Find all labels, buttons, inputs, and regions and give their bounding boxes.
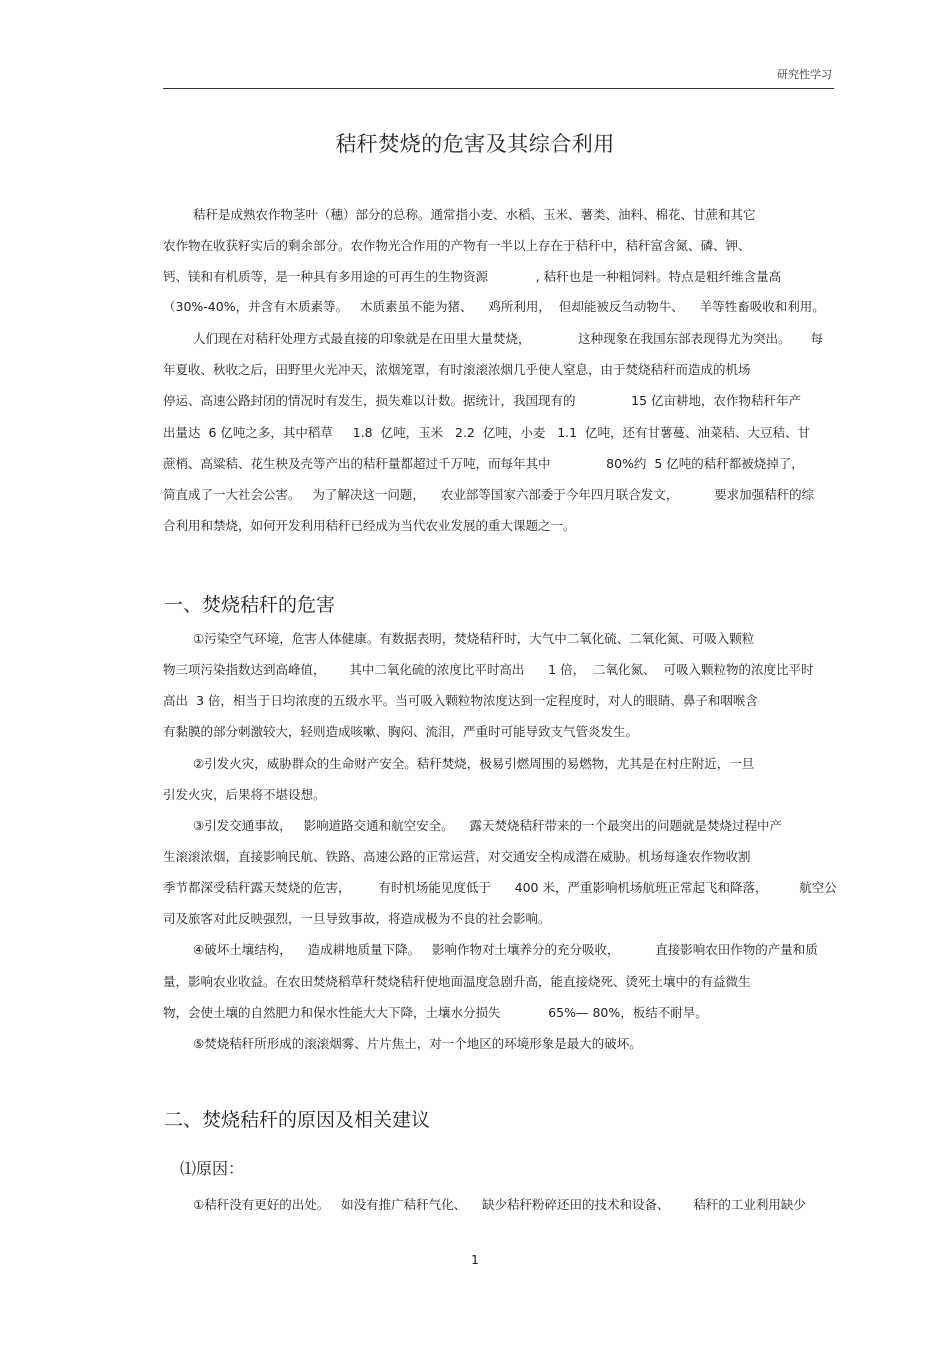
intro-line: 钙、镁和有机质等，是一种具有多用途的可再生的生物资源 , 秸秆也是一种粗饲料。特点是粗纤维含量高 <box>163 269 782 284</box>
section-line: ④破坏土壤结构， 造成耕地质量下降。 影响作物对土壤养分的充分吸收， 直接影响农田作物的产量和质 <box>193 942 818 957</box>
section-line: 季节都深受秸秆露天焚烧的危害， 有时机场能见度低于 400 米，严重影响机场航班正常起飞和降落， 航空公 <box>163 880 837 895</box>
section-line: 有黏膜的部分刺激较大，轻则造成咳嗽、胸闷、流泪，严重时可能导致支气管炎发生。 <box>163 724 639 739</box>
section-line: ②引发火灾，威胁群众的生命财产安全。秸秆焚烧，极易引燃周围的易燃物，尤其是在村庄附近，一旦 <box>193 756 755 771</box>
intro-line: 停运、高速公路封闭的情况时有发生，损失难以计数。据统计，我国现有的 15 亿亩耕地，农作物秸秆年产 <box>163 393 802 408</box>
section-line: ①秸秆没有更好的出处。 如没有推广秸秆气化、 缺少秸秆粉碎还田的技术和设备、 秸秆的工业利用缺少 <box>193 1197 806 1212</box>
intro-line: 合利用和禁烧，如何开发利用秸秆已经成为当代农业发展的重大课题之一。 <box>163 518 576 533</box>
section-line: 司及旅客对此反映强烈，一旦导致事故，将造成极为不良的社会影响。 <box>163 911 551 926</box>
section-line: 物，会使土壤的自然肥力和保水性能大大下降，土壤水分损失 65%— 80%，板结不耐旱。 <box>163 1005 708 1020</box>
intro-line: 年夏收、秋收之后，田野里火光冲天，浓烟笼罩，有时滚滚浓烟几乎使人窒息，由于焚烧秸秆而造成的机场 <box>163 362 751 377</box>
intro-line: 人们现在对秸秆处理方式最直接的印象就是在田里大量焚烧， 这种现象在我国东部表现得尤为突出。 每 <box>193 331 824 346</box>
section-line: ⑤焚烧秸秆所形成的滚滚烟雾、片片焦土，对一个地区的环境形象是最大的破坏。 <box>193 1036 642 1051</box>
subsection-heading: ⑴原因： <box>180 1159 245 1178</box>
intro-line: （30%-40%，并含有木质素等。 木质素虽不能为猪、 鸡所利用， 但却能被反刍动物牛、 羊等牲畜吸收和利用。 <box>163 299 825 314</box>
section-line: 生滚滚浓烟，直接影响民航、铁路、高速公路的正常运营，对交通安全构成潜在威胁。机场每逢农作物收割 <box>163 849 751 864</box>
section-line: 引发火灾，后果将不堪设想。 <box>163 787 326 802</box>
intro-line: 简直成了一大社会公害。 为了解决这一问题， 农业部等国家六部委于今年四月联合发文， 要求加强秸秆的综 <box>163 487 815 502</box>
intro-line: 蔗梢、高粱秸、花生秧及壳等产出的秸秆量都超过千万吨，而每年其中 80%约 5 亿吨的秸秆都被烧掉了， <box>163 456 804 471</box>
section-line: 高出 3 倍，相当于日均浓度的五级水平。当可吸入颗粒物浓度达到一定程度时，对人的眼睛、鼻子和咽喉含 <box>163 693 758 708</box>
header-label: 研究性学习 <box>777 68 832 81</box>
intro-line: 农作物在收获籽实后的剩余部分。农作物光合作用的产物有一半以上存在于秸秆中，秸秆富含氮、磷、钾、 <box>163 238 751 253</box>
intro-line: 出量达 6 亿吨之多，其中稻草 1.8 亿吨，玉米 2.2 亿吨，小麦 1.1 亿吨，还有甘薯蔓、油菜秸、大豆秸、甘 <box>163 425 811 440</box>
section-heading: 一、焚烧秸秆的危害 <box>164 594 336 616</box>
section-line: ③引发交通事故， 影响道路交通和航空安全。 露天焚烧秸秆带来的一个最突出的问题就是焚烧过程中产 <box>193 818 783 833</box>
section-line: 物三项污染指数达到高峰值， 其中二氧化硫的浓度比平时高出 1 倍， 二氧化氮、 可吸入颗粒物的浓度比平时 <box>163 662 814 677</box>
page-number: 1 <box>471 1253 479 1267</box>
section-heading: 二、焚烧秸秆的原因及相关建议 <box>164 1109 431 1131</box>
section-line: 量，影响农业收益。在农田焚烧稻草秆焚烧秸秆使地面温度急剧升高，能直接烧死、烫死土壤中的有益微生 <box>163 974 751 989</box>
intro-line: 秸秆是成熟农作物茎叶（穗）部分的总称。通常指小麦、水稻、玉米、薯类、油料、棉花、甘蔗和其它 <box>193 207 756 222</box>
section-line: ①污染空气环境，危害人体健康。有数据表明，焚烧秸秆时，大气中二氧化硫、二氧化氮、可吸入颗粒 <box>193 631 755 646</box>
page-title: 秸秆焚烧的危害及其综合利用 <box>335 132 615 156</box>
header-rule <box>163 88 834 89</box>
